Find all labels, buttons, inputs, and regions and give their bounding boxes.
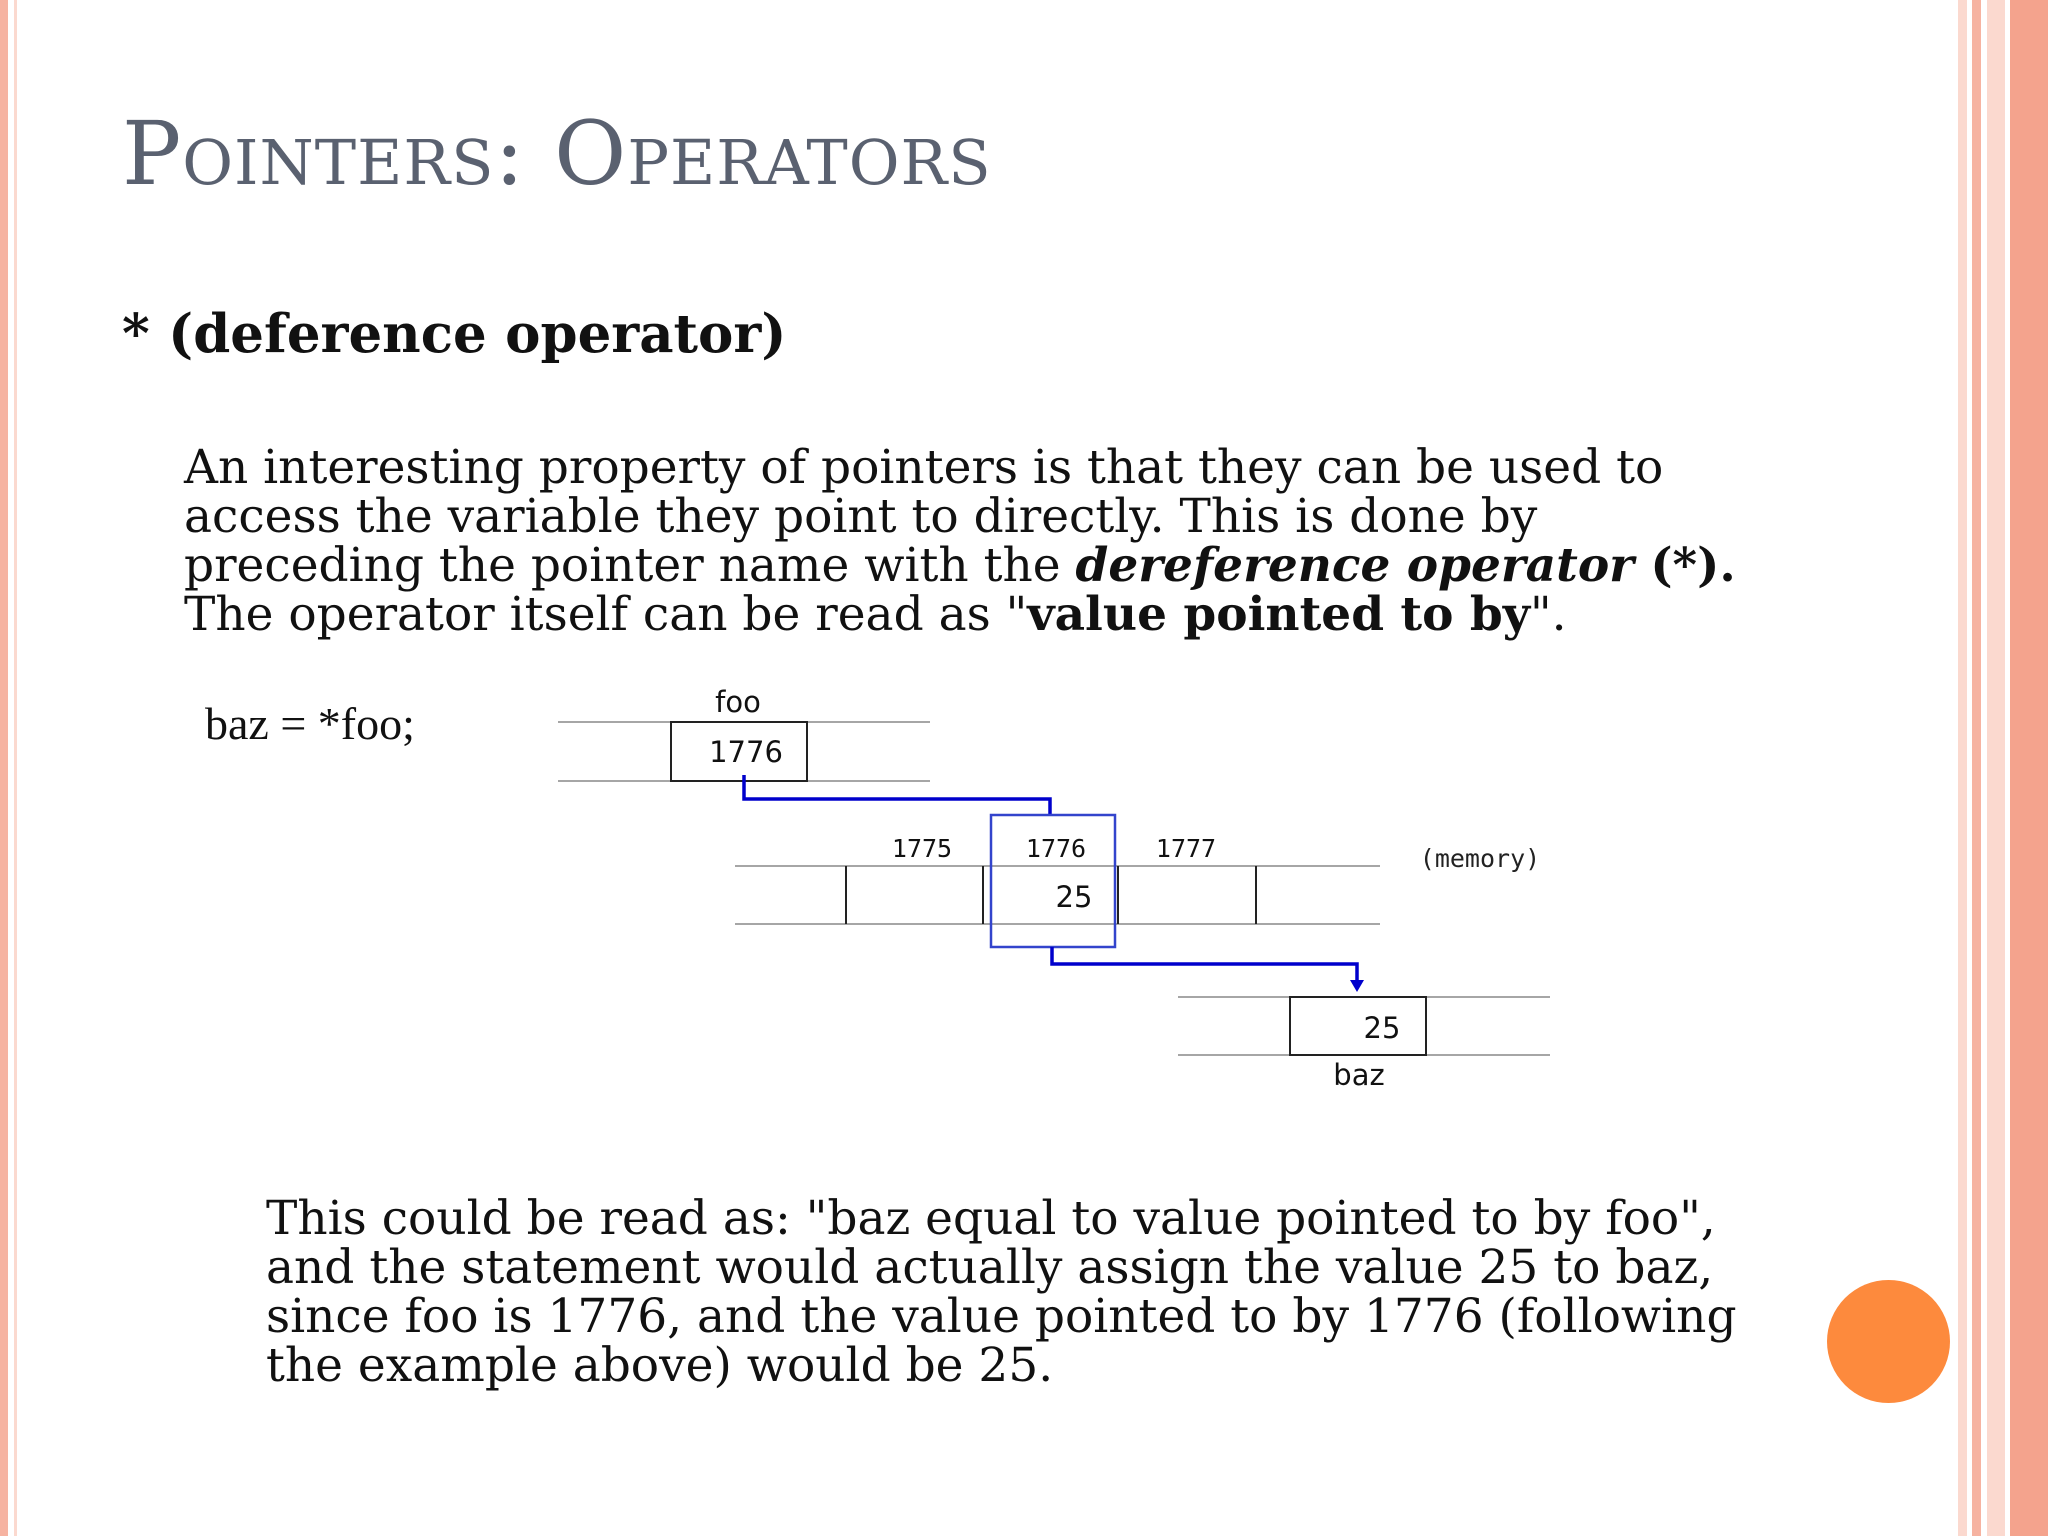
memory-cell-value: 25 (1055, 880, 1093, 914)
explanation-line-2: and the statement would actually assign the value 25 to baz, (266, 1240, 1714, 1295)
address-1776: 1776 (1025, 834, 1087, 863)
dereference-operator-term: dereference operator (1075, 538, 1634, 593)
intro-line-2: access the variable they point to directly. This is done by (184, 489, 1538, 544)
baz-value: 25 (1363, 1011, 1401, 1045)
address-1777: 1777 (1155, 834, 1217, 863)
foo-label: foo (715, 685, 761, 719)
value-pointed-to-by-term: value pointed to by (1027, 587, 1531, 642)
intro-line-3: preceding the pointer name with the dereference operator (*). (184, 538, 1736, 593)
baz-cell (1290, 997, 1426, 1055)
dereference-arrowhead (1350, 980, 1364, 992)
explanation-paragraph (266, 1191, 1737, 1393)
memory-label: (memory) (1419, 844, 1541, 873)
foo-value: 1776 (709, 735, 783, 769)
code-example: baz = *foo; (205, 698, 415, 749)
address-1775: 1775 (891, 834, 953, 863)
decorative-orange-circle (1827, 1280, 1950, 1403)
intro-line-4: The operator itself can be read as "value pointed to by". (184, 587, 1567, 642)
explanation-line-1: This could be read as: "baz equal to value pointed to by foo", (266, 1191, 1716, 1246)
baz-label: baz (1333, 1058, 1385, 1092)
section-heading: * (deference operator) (122, 303, 787, 365)
explanation-line-3: since foo is 1776, and the value pointed to by 1776 (following (266, 1289, 1737, 1344)
explanation-line-4: the example above) would be 25. (266, 1338, 1054, 1393)
slide-title: Pointers: Operators (122, 102, 992, 205)
dereference-arrow (1052, 947, 1357, 982)
intro-line-1: An interesting property of pointers is that they can be used to (184, 440, 1664, 495)
